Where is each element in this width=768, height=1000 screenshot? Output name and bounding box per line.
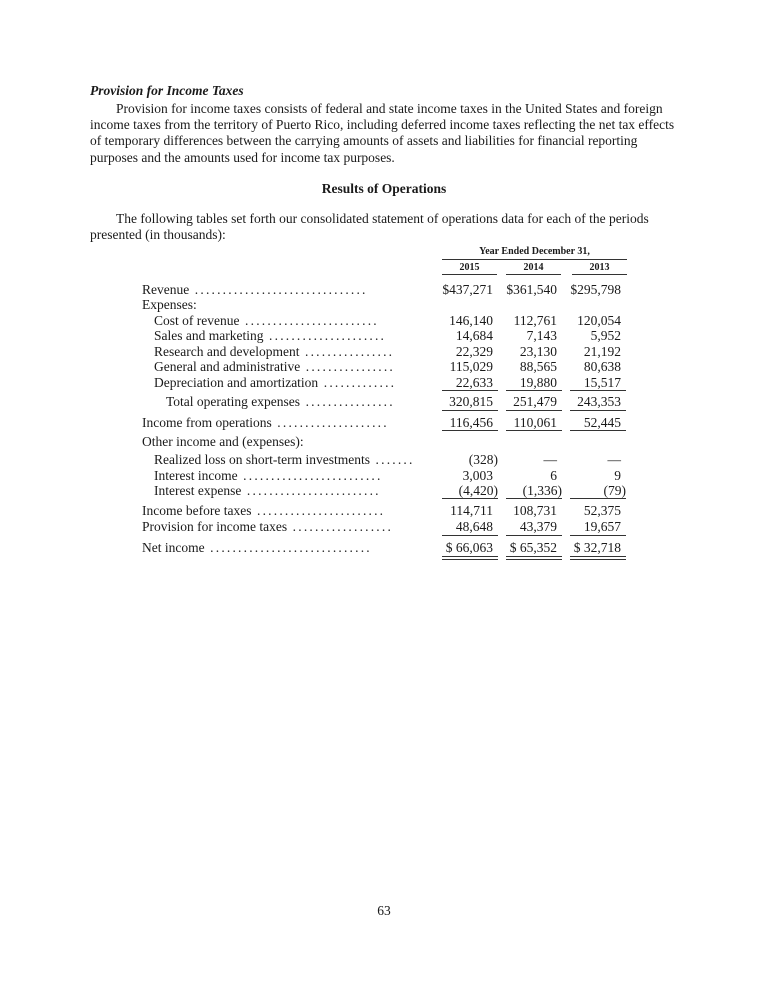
- year-header: 2014: [506, 262, 561, 275]
- leader-dots: ........................: [239, 313, 379, 328]
- row-label: [142, 282, 368, 297]
- table-row-income-from-operations: [142, 415, 632, 430]
- value-2015: 115,029: [449, 359, 493, 374]
- row-label: [154, 328, 386, 343]
- value-2015: 22,633: [455, 375, 493, 390]
- leader-dots: .........................: [237, 468, 383, 483]
- underline-rule: [570, 430, 626, 431]
- leader-dots: .......................: [251, 503, 386, 518]
- leader-dots: ................: [300, 359, 395, 374]
- value-2015: (328): [468, 452, 498, 467]
- value-2013: 9: [614, 468, 621, 483]
- row-label: [154, 313, 379, 328]
- value-2013: 21,192: [583, 344, 621, 359]
- value-2015: 48,648: [455, 519, 493, 534]
- value-2015: 14,684: [455, 328, 493, 343]
- value-2013: 5,952: [590, 328, 621, 343]
- leader-dots: .............................: [204, 540, 372, 555]
- year-header: 2015: [442, 262, 497, 275]
- table-row-sales-and-marketing: [142, 328, 632, 343]
- row-label: [154, 468, 383, 483]
- row-label: [154, 483, 381, 498]
- leader-dots: .....................: [263, 328, 387, 343]
- value-2013: (79): [603, 483, 626, 498]
- row-label-text: General and administrative: [154, 359, 301, 374]
- paragraph-provision: Provision for income taxes consists of federal and state income taxes in the United States and foreign income taxes from the territory of Puerto Rico, including deferred income taxes reflecting the net tax effects of temporary differences between the carrying amounts of assets and liabilities for financial reporting purposes and the amounts used for income tax purposes.: [90, 101, 675, 165]
- value-2015: $ 66,063: [445, 540, 493, 555]
- table-row-provision-for-income-taxes: [142, 519, 632, 534]
- underline-rule: [442, 410, 498, 411]
- results-heading: Results of Operations: [321, 181, 447, 196]
- value-2015: 3,003: [462, 468, 493, 483]
- table-row-cost-of-revenue: [142, 313, 632, 328]
- value-2014: 23,130: [519, 344, 557, 359]
- row-label: [142, 297, 197, 312]
- value-2013: 15,517: [583, 375, 621, 390]
- row-label: [142, 519, 393, 534]
- value-2014: 108,731: [513, 503, 557, 518]
- leader-dots: .......: [369, 452, 415, 467]
- underline-rule: [506, 410, 562, 411]
- underline-rule: [506, 535, 562, 536]
- value-2014: 112,761: [513, 313, 557, 328]
- value-2015: 320,815: [449, 394, 493, 409]
- value-2014: —: [543, 452, 557, 467]
- value-2015: (4,420): [458, 483, 498, 498]
- underline-rule: [442, 535, 498, 536]
- value-2014: 6: [550, 468, 557, 483]
- page-number: 63: [377, 903, 391, 918]
- table-row-research-and-development: [142, 344, 632, 359]
- row-label-text: Interest expense: [154, 483, 242, 498]
- table-row-total-operating-expenses: [142, 394, 632, 409]
- row-label: [142, 415, 389, 430]
- underline-rule: [506, 390, 562, 391]
- leader-dots: ..................: [287, 519, 394, 534]
- value-2014: 110,061: [513, 415, 557, 430]
- row-label-text: Income before taxes: [142, 503, 252, 518]
- section-heading: Provision for Income Taxes: [90, 83, 244, 98]
- row-label: [154, 452, 415, 467]
- table-row-interest-income: [142, 468, 632, 483]
- value-2013: —: [607, 452, 621, 467]
- underline-rule: [570, 390, 626, 391]
- value-2015: 116,456: [449, 415, 493, 430]
- row-label: [166, 394, 395, 409]
- table-group-header: Year Ended December 31,: [442, 246, 627, 260]
- leader-dots: ........................: [241, 483, 381, 498]
- value-2014: 7,143: [526, 328, 557, 343]
- double-underline-rule: [506, 556, 562, 560]
- leader-dots: ................: [300, 394, 395, 409]
- row-label-text: Cost of revenue: [154, 313, 240, 328]
- underline-rule: [442, 390, 498, 391]
- value-2015: 146,140: [449, 313, 493, 328]
- underline-rule: [442, 430, 498, 431]
- leader-dots: ................: [299, 344, 395, 359]
- value-2014: 43,379: [519, 519, 557, 534]
- table-row-interest-expense: [142, 483, 632, 498]
- value-2013: 19,657: [583, 519, 621, 534]
- underline-rule: [570, 410, 626, 411]
- row-label: [154, 344, 394, 359]
- underline-rule: [506, 498, 562, 499]
- paragraph-intro: The following tables set forth our consolidated statement of operations data for each of the periods presented (in thousands):: [90, 211, 649, 243]
- row-label-text: Research and development: [154, 344, 300, 359]
- table-row-income-before-taxes: [142, 503, 632, 518]
- row-label-text: Sales and marketing: [154, 328, 264, 343]
- value-2014: (1,336): [522, 483, 562, 498]
- underline-rule: [570, 535, 626, 536]
- value-2013: 243,353: [577, 394, 621, 409]
- row-label-text: Revenue: [142, 282, 190, 297]
- year-header: 2013: [572, 262, 627, 275]
- row-label-text: Expenses:: [142, 297, 197, 312]
- row-label-text: Other income and (expenses):: [142, 434, 304, 449]
- row-label: [154, 375, 396, 390]
- leader-dots: .............: [318, 375, 397, 390]
- leader-dots: ...............................: [189, 282, 368, 297]
- row-label-text: Interest income: [154, 468, 238, 483]
- table-row-net-income: [142, 540, 632, 555]
- value-2014: 88,565: [519, 359, 557, 374]
- row-label: [142, 540, 372, 555]
- row-label-text: Realized loss on short-term investments: [154, 452, 370, 467]
- value-2013: 120,054: [577, 313, 621, 328]
- row-label: [154, 359, 395, 374]
- value-2014: $ 65,352: [509, 540, 557, 555]
- row-label: [142, 434, 304, 449]
- row-label-text: Depreciation and amortization: [154, 375, 319, 390]
- table-row-other-income-header: [142, 434, 632, 449]
- value-2013: $295,798: [570, 282, 621, 297]
- row-label-text: Income from operations: [142, 415, 272, 430]
- underline-rule: [570, 498, 626, 499]
- table-row-realized-loss: [142, 452, 632, 467]
- double-underline-rule: [570, 556, 626, 560]
- underline-rule: [442, 498, 498, 499]
- value-2013: $ 32,718: [573, 540, 621, 555]
- leader-dots: ....................: [271, 415, 389, 430]
- table-row-general-and-administrative: [142, 359, 632, 374]
- table-row-expenses-header: [142, 297, 632, 312]
- double-underline-rule: [442, 556, 498, 560]
- table-row-depreciation-and-amortization: [142, 375, 632, 390]
- value-2014: 19,880: [519, 375, 557, 390]
- value-2015: $437,271: [442, 282, 493, 297]
- row-label-text: Total operating expenses: [166, 394, 301, 409]
- table-row-revenue: [142, 282, 632, 297]
- row-label-text: Net income: [142, 540, 205, 555]
- value-2015: 114,711: [450, 503, 493, 518]
- value-2015: 22,329: [455, 344, 493, 359]
- row-label: [142, 503, 385, 518]
- value-2014: $361,540: [506, 282, 557, 297]
- value-2013: 52,445: [583, 415, 621, 430]
- row-label-text: Provision for income taxes: [142, 519, 288, 534]
- value-2014: 251,479: [513, 394, 557, 409]
- value-2013: 52,375: [583, 503, 621, 518]
- underline-rule: [506, 430, 562, 431]
- value-2013: 80,638: [583, 359, 621, 374]
